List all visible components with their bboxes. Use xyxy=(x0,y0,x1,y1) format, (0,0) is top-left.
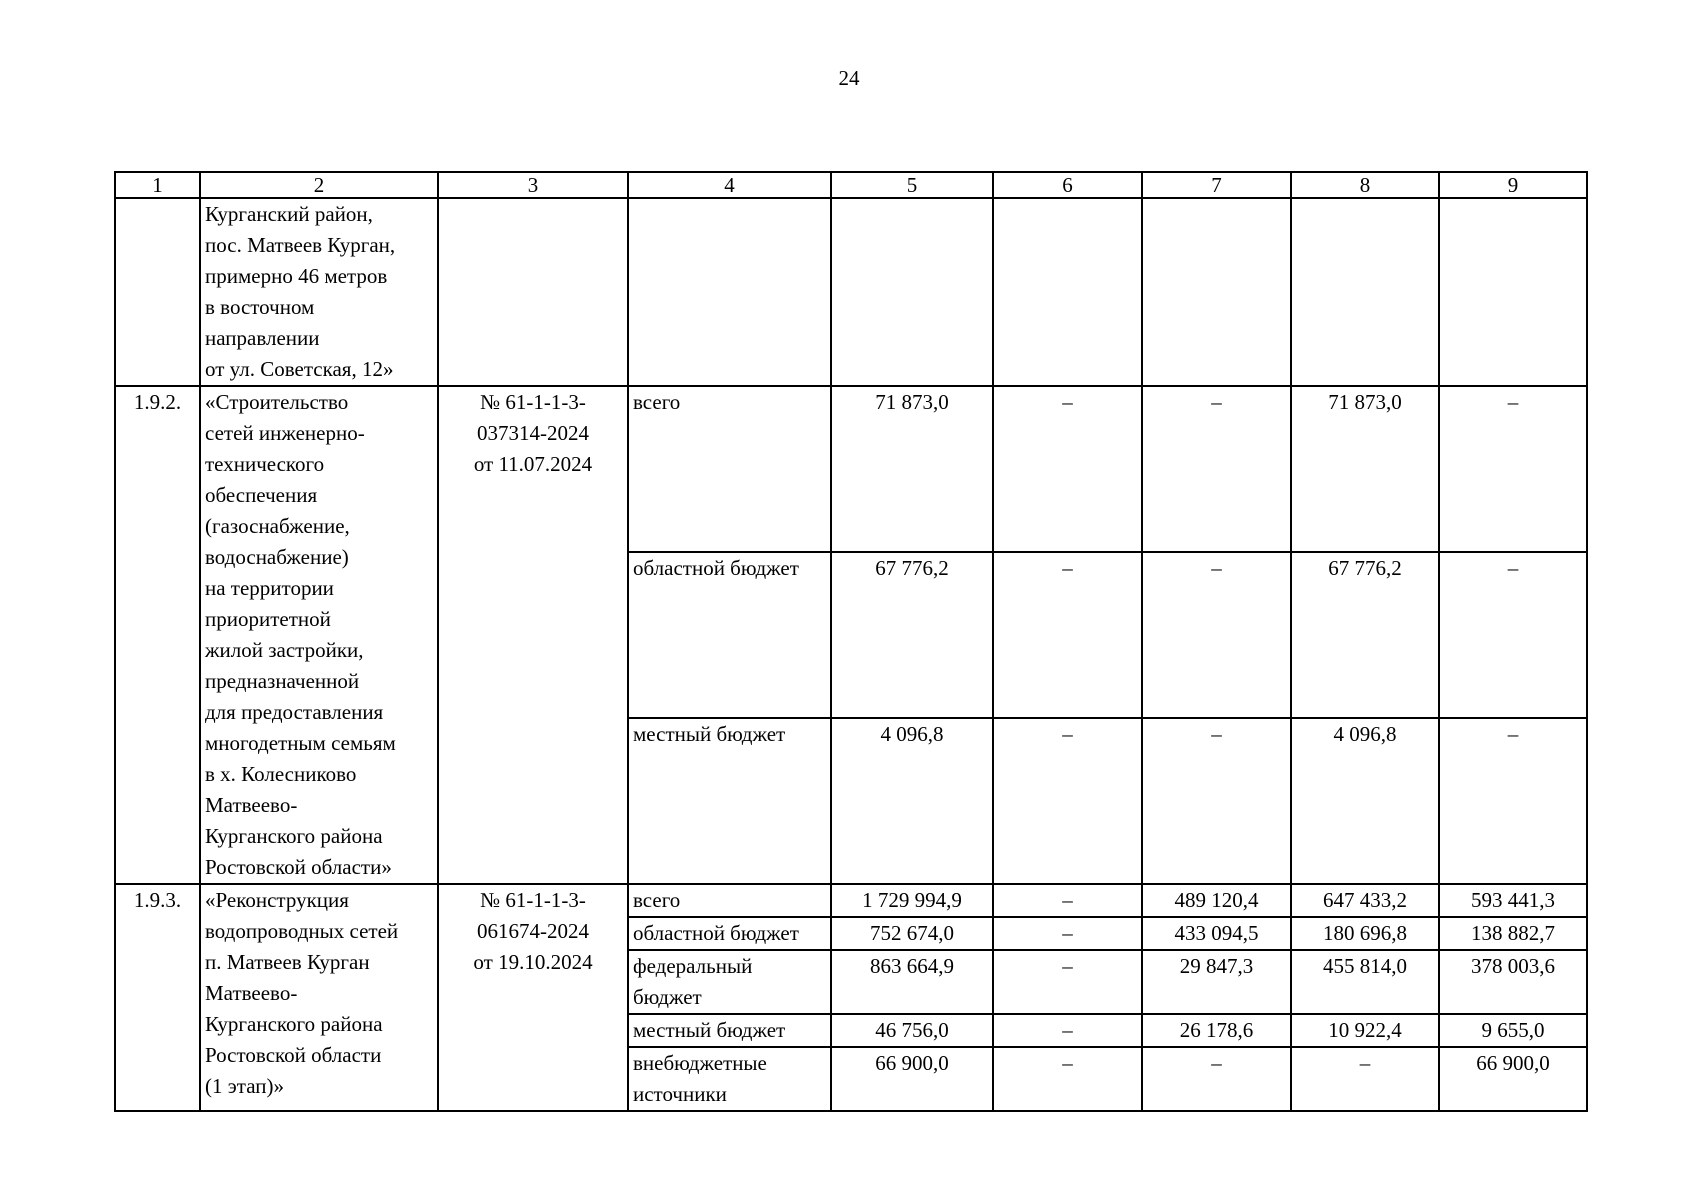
value-cell: 71 873,0 xyxy=(831,386,993,552)
value-cell: 9 655,0 xyxy=(1439,1014,1587,1047)
source-cell: внебюджетные источники xyxy=(628,1047,831,1111)
header-cell: 5 xyxy=(831,172,993,198)
value-cell: 138 882,7 xyxy=(1439,917,1587,950)
value-cell: 752 674,0 xyxy=(831,917,993,950)
value-cell: – xyxy=(1291,1047,1439,1111)
item-number-cell xyxy=(115,198,200,386)
value-cell xyxy=(1439,198,1587,386)
source-cell: местный бюджет xyxy=(628,1014,831,1047)
continuation-row xyxy=(115,198,1587,386)
source-cell xyxy=(628,198,831,386)
value-cell: 455 814,0 xyxy=(1291,950,1439,1014)
value-cell: – xyxy=(993,1014,1142,1047)
item-number-cell: 1.9.3. xyxy=(115,884,200,1111)
value-cell: 863 664,9 xyxy=(831,950,993,1014)
header-cell: 6 xyxy=(993,172,1142,198)
header-cell: 4 xyxy=(628,172,831,198)
value-cell: 593 441,3 xyxy=(1439,884,1587,917)
document-cell: № 61-1-1-3- 037314-2024 от 11.07.2024 xyxy=(438,386,628,884)
object-name-cell: Курганский район, пос. Матвеев Курган, примерно 46 метров в восточном направлении от ул. Советская, 12» xyxy=(200,198,438,386)
header-row xyxy=(115,172,1587,198)
header-cell: 7 xyxy=(1142,172,1291,198)
value-cell: 71 873,0 xyxy=(1291,386,1439,552)
value-cell: – xyxy=(993,552,1142,718)
value-cell: 4 096,8 xyxy=(1291,718,1439,884)
header-cell: 3 xyxy=(438,172,628,198)
value-cell: – xyxy=(1142,1047,1291,1111)
object-name-cell: «Реконструкция водопроводных сетей п. Матвеев Курган Матвеево- Курганского района Ростовской области (1 этап)» xyxy=(200,884,438,1111)
value-cell: 10 922,4 xyxy=(1291,1014,1439,1047)
value-cell xyxy=(1291,198,1439,386)
source-cell: федеральный бюджет xyxy=(628,950,831,1014)
value-cell: 67 776,2 xyxy=(831,552,993,718)
item-number-cell: 1.9.2. xyxy=(115,386,200,884)
source-cell: областной бюджет xyxy=(628,917,831,950)
value-cell: – xyxy=(993,884,1142,917)
value-cell: 378 003,6 xyxy=(1439,950,1587,1014)
value-cell xyxy=(1142,198,1291,386)
value-cell: – xyxy=(993,1047,1142,1111)
budget-table xyxy=(114,171,1588,1112)
value-cell: – xyxy=(1439,386,1587,552)
header-cell: 2 xyxy=(200,172,438,198)
header-cell: 8 xyxy=(1291,172,1439,198)
value-cell: 4 096,8 xyxy=(831,718,993,884)
value-cell: 647 433,2 xyxy=(1291,884,1439,917)
value-cell: 180 696,8 xyxy=(1291,917,1439,950)
value-cell: – xyxy=(993,386,1142,552)
table-row xyxy=(115,386,1587,552)
header-cell: 9 xyxy=(1439,172,1587,198)
value-cell: 489 120,4 xyxy=(1142,884,1291,917)
source-cell: всего xyxy=(628,884,831,917)
value-cell: – xyxy=(1142,386,1291,552)
source-cell: областной бюджет xyxy=(628,552,831,718)
value-cell: – xyxy=(1142,718,1291,884)
value-cell: 433 094,5 xyxy=(1142,917,1291,950)
value-cell xyxy=(993,198,1142,386)
value-cell: – xyxy=(993,917,1142,950)
page-number: 24 xyxy=(838,66,860,90)
value-cell: 1 729 994,9 xyxy=(831,884,993,917)
value-cell: 66 900,0 xyxy=(1439,1047,1587,1111)
source-cell: всего xyxy=(628,386,831,552)
value-cell: – xyxy=(993,950,1142,1014)
value-cell: 46 756,0 xyxy=(831,1014,993,1047)
value-cell: – xyxy=(1439,552,1587,718)
table-row xyxy=(115,884,1587,917)
source-cell: местный бюджет xyxy=(628,718,831,884)
value-cell xyxy=(831,198,993,386)
value-cell: – xyxy=(993,718,1142,884)
value-cell: 29 847,3 xyxy=(1142,950,1291,1014)
value-cell: 66 900,0 xyxy=(831,1047,993,1111)
value-cell: 67 776,2 xyxy=(1291,552,1439,718)
document-cell: № 61-1-1-3- 061674-2024 от 19.10.2024 xyxy=(438,884,628,1111)
document-cell xyxy=(438,198,628,386)
header-cell: 1 xyxy=(115,172,200,198)
object-name-cell: «Строительство сетей инженерно- технического обеспечения (газоснабжение, водоснабжение) на территории приоритетной жилой застройки, предназначенной для предоставления многодетным семьям в х. Колесниково Матвеево- Курганского района Ростовской области» xyxy=(200,386,438,884)
value-cell: – xyxy=(1439,718,1587,884)
value-cell: – xyxy=(1142,552,1291,718)
value-cell: 26 178,6 xyxy=(1142,1014,1291,1047)
